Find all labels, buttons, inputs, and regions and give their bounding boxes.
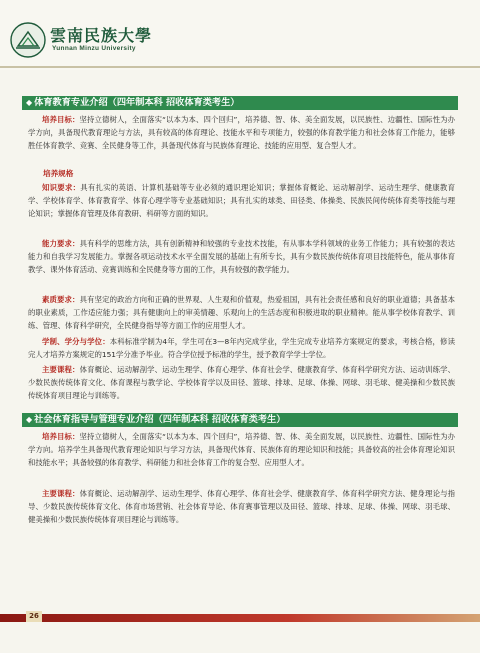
logo-english-name: Yunnan Minzu University [52,45,136,52]
credit-paragraph [28,335,455,361]
knowledge-text: 具有扎实的英语、计算机基础等专业必须的通识理论知识；掌握体育概论、运动解剖学、运动生理学、健康教育学、学校体育学、体育教育学、体育心理学等专业基础知识；具有扎实的球类、田径类、体操类、民族民间传统体育类等技能与理论知识；掌握体育管理及体育教研、科研等方面的知识。 [28,183,455,218]
page-number: 26 [26,611,42,622]
logo-chinese-name: 雲南民族大學 [50,26,153,45]
university-emblem-icon [10,22,46,58]
quality-label: 素质要求： [42,295,80,304]
ability-label: 能力要求： [42,239,80,248]
section-title-bar [22,96,458,110]
ability-text: 具有科学的思维方法，具有创新精神和较强的专业技术技能，有从事本学科领域的业务工作能力；具有较强的表达能力和自我学习发展能力。掌握各项运动技术水平全面发展的基础上有所专长，具有少数民族传统体育项目技能特色，能从事体育教学、课外体育活动、竞赛训练和全民健身等方面的工作，具有较强的教学能力。 [28,239,455,274]
objective-label: 培养目标： [42,432,80,441]
diamond-bullet-icon: ◆ [26,98,33,107]
university-logo [10,22,170,62]
quality-text: 具有坚定的政治方向和正确的世界观、人生观和价值观，热爱祖国，具有社会责任感和良好的职业道德；具备基本的职业素质，工作适应能力强；具有健康向上的审美情趣、乐观向上的生活态度和积极进取的职业精神。能从事学校体育教学、训练、管理、体育科学研究，全民健身指导等方面工作的应用型人才。 [28,295,455,330]
courses-label: 主要课程： [42,365,80,374]
knowledge-paragraph [28,181,455,220]
section-title: 社会体育指导与管理专业介绍（四年制本科 招收体育类考生） [34,414,286,425]
credit-label: 学制、学分与学位： [42,337,110,346]
courses-text: 体育概论、运动解剖学、运动生理学、体育心理学、体育社会学、健康教育学、体育科学研究方法、健身理论与指导、少数民族传统体育文化、体育市场营销、社会体育导论、体育赛事管理以及田径、篮球、排球、足球、体操、网球、羽毛球、健美操和少数民族传统体育项目理论与训练等。 [28,489,455,524]
header-divider [0,66,480,68]
knowledge-label: 知识要求： [42,183,81,192]
spec-heading: 培养规格 [43,169,74,178]
courses-paragraph [28,363,455,402]
courses-label: 主要课程： [42,489,80,498]
section-title: 体育教育专业介绍（四年制本科 招收体育类考生） [34,97,240,108]
footer-bar [0,614,480,622]
objective-label: 培养目标： [42,115,80,124]
courses-text: 体育概论、运动解剖学、运动生理学、体育心理学、体育社会学、健康教育学、体育科学研究方法、运动训练学、少数民族传统体育文化、体育课程与教学论、学校体育学以及田径、篮球、排球、足球、体操、网球、羽毛球、健美操和少数民族传统体育项目理论与训练等。 [28,365,455,400]
credit-text: 本科标准学制为4年，学生可在3—8年内完成学业，学生完成专业培养方案规定的要求，考核合格，修读完人才培养方案规定的151学分准予毕业。符合学位授予标准的学生，授予教育学学士学位。 [28,337,455,359]
courses-paragraph [28,487,455,526]
quality-paragraph [28,293,455,332]
objective-paragraph [28,430,455,469]
page-header [0,0,480,70]
objective-text: 坚持立德树人，全面落实“以本为本、四个回归”，培养德、智、体、美全面发展，以民族性、边疆性、国际性为办学方向。培养学生具备现代教育理论知识与学习方法，具备现代体育、民族体育的理论知识和技能；具备较高的社会体育理论知识和技能水平；具备较强的体育教学、科研能力和社会体育工作的复合型、应用型人才。 [28,432,455,467]
objective-paragraph [28,113,455,152]
ability-paragraph [28,237,455,276]
objective-text: 坚持立德树人，全面落实“以本为本、四个回归”，培养德、智、体、美全面发展，以民族性、边疆性、国际性为办学方向，具备现代教育理论与方法，具有较高的体育理论、技能水平和专项能力，较强的体育教学能力和社会体育工作能力，能够胜任体育教学、竞赛、全民健身等工作，具备现代体育与民族体育理论、技能的应用型、复合型人才。 [28,115,455,150]
section-title-bar [22,413,458,427]
diamond-bullet-icon: ◆ [26,415,33,424]
